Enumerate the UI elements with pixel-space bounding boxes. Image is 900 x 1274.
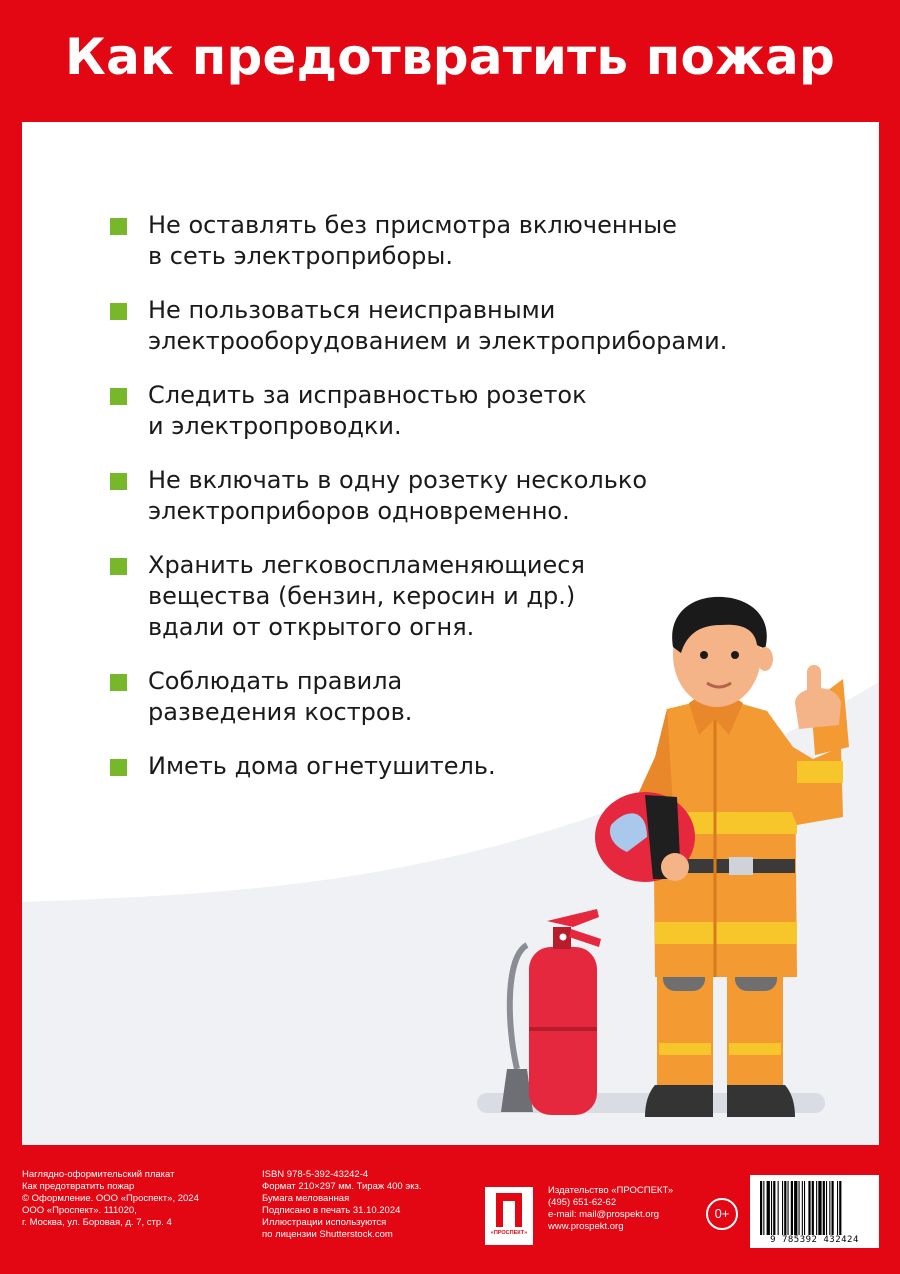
barcode-bar: [829, 1181, 830, 1235]
rule-text-line: вдали от открытого огня.: [148, 613, 475, 641]
barcode-bar: [788, 1181, 789, 1235]
rule-text-line: Хранить легковоспламеняющиеся: [148, 551, 585, 579]
barcode-bar: [837, 1181, 838, 1235]
content-panel: [22, 122, 879, 1145]
barcode-bar: [773, 1181, 775, 1235]
firefighter-head: [672, 597, 773, 707]
barcode-bar: [839, 1181, 841, 1235]
rule-text-line: электрооборудованием и электроприборами.: [148, 327, 728, 355]
footer-line: Иллюстрации используются: [262, 1217, 387, 1228]
barcode-bar: [760, 1181, 762, 1235]
footer-line: www.prospekt.org: [548, 1221, 624, 1232]
rule-text-line: вещества (бензин, керосин и др.): [148, 582, 576, 610]
bullet-square: [110, 218, 127, 235]
publisher-logo: [485, 1187, 533, 1245]
rule-text-line: Соблюдать правила: [148, 667, 403, 695]
footer-line: (495) 651-62-62: [548, 1197, 617, 1208]
rule-item: [108, 210, 808, 272]
footer-line: Бумага мелованная: [262, 1193, 350, 1204]
bullet-square: [110, 303, 127, 320]
helmet-icon: [595, 792, 695, 882]
rule-item: [108, 380, 808, 442]
barcode-bar: [808, 1181, 810, 1235]
footer-publication-info: [22, 1169, 199, 1229]
rule-text-line: Иметь дома огнетушитель.: [148, 752, 496, 780]
rule-text-line: Не пользоваться неисправными: [148, 296, 556, 324]
barcode-bar: [778, 1181, 779, 1235]
footer-line: г. Москва, ул. Боровая, д. 7, стр. 4: [22, 1217, 172, 1228]
fire-extinguisher-icon: [501, 909, 601, 1115]
barcode-bar: [763, 1181, 764, 1235]
rule-text-line: и электропроводки.: [148, 412, 402, 440]
barcode-bar: [832, 1181, 834, 1235]
age-rating-badge: 0+: [706, 1198, 738, 1230]
footer-line: Формат 210×297 мм. Тираж 400 экз.: [262, 1181, 422, 1192]
bullet-square: [110, 674, 127, 691]
barcode-bar: [767, 1181, 770, 1235]
rule-text-line: в сеть электроприборы.: [148, 242, 453, 270]
rule-item: [108, 295, 808, 357]
barcode: [750, 1175, 879, 1248]
barcode-bar: [826, 1181, 827, 1235]
rule-text-line: разведения костров.: [148, 698, 413, 726]
footer-line: e-mail: mail@prospekt.org: [548, 1209, 660, 1220]
barcode-bar: [799, 1181, 800, 1235]
poster-title: Как предотвратить пожар: [65, 28, 835, 86]
footer-line: ISBN 978-5-392-43242-4: [262, 1169, 369, 1180]
barcode-bar: [782, 1181, 783, 1235]
bullet-square: [110, 759, 127, 776]
footer-line: Издательство «ПРОСПЕКТ»: [548, 1185, 674, 1196]
footer-contacts: [548, 1185, 673, 1233]
barcode-bar: [804, 1181, 805, 1235]
footer-line: ООО «Проспект». 111020,: [22, 1205, 137, 1216]
bullet-square: [110, 388, 127, 405]
bullet-square: [110, 558, 127, 575]
barcode-bar: [816, 1181, 817, 1235]
hand-pointing-up-icon: [795, 665, 841, 729]
firefighter-illustration: [477, 507, 857, 1127]
rule-text-line: электроприборов одновременно.: [148, 497, 570, 525]
rule-text-line: Не оставлять без присмотра включенные: [148, 211, 677, 239]
barcode-number: 9 785392 432424: [770, 1235, 859, 1245]
barcode-bar: [823, 1181, 825, 1235]
barcode-bar: [812, 1181, 814, 1235]
barcode-bar: [818, 1181, 821, 1235]
logo-mark-icon: [496, 1193, 522, 1227]
footer-line: Подписано в печать 31.10.2024: [262, 1205, 401, 1216]
barcode-bar: [791, 1181, 793, 1235]
bullet-square: [110, 473, 127, 490]
barcode-bar: [802, 1181, 803, 1235]
footer-line: © Оформление. ООО «Проспект», 2024: [22, 1193, 199, 1204]
barcode-bar: [794, 1181, 797, 1235]
barcode-bars: [760, 1181, 869, 1235]
barcode-bar: [784, 1181, 786, 1235]
footer-line: Как предотвратить пожар: [22, 1181, 135, 1192]
rule-text-line: Следить за исправностью розеток: [148, 381, 587, 409]
rule-text-line: Не включать в одну розетку несколько: [148, 466, 648, 494]
footer-print-info: [262, 1169, 421, 1241]
barcode-bar: [771, 1181, 772, 1235]
footer-line: Наглядно-оформительский плакат: [22, 1169, 175, 1180]
footer: [0, 1145, 900, 1274]
footer-line: по лицензии Shutterstock.com: [262, 1229, 393, 1240]
logo-text: «ПРОСПЕКТ»: [490, 1230, 528, 1236]
